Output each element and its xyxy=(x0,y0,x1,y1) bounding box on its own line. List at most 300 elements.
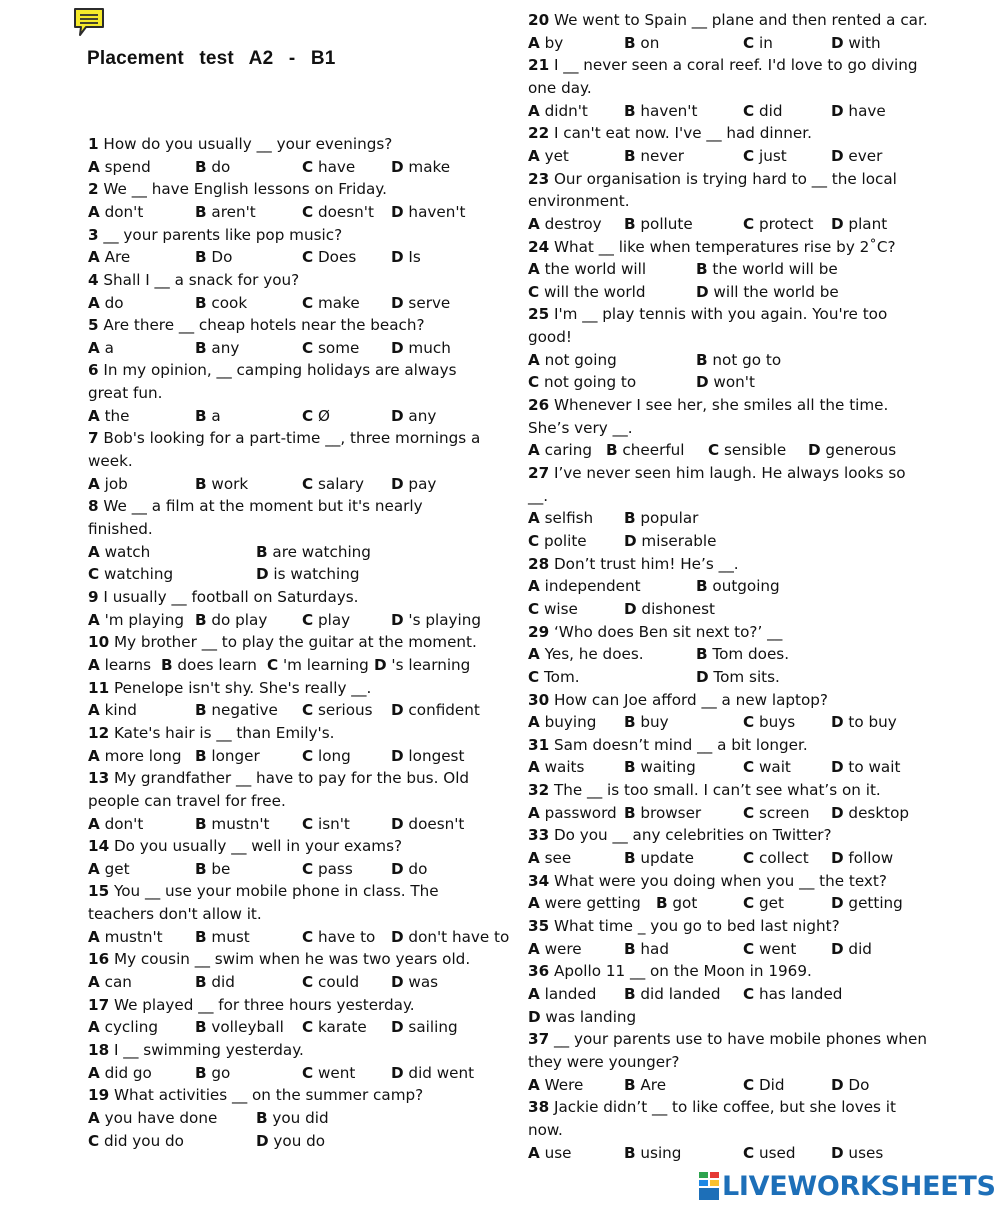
answer-option-a[interactable] xyxy=(528,258,646,281)
option-text: was xyxy=(403,973,439,992)
option-letter: C xyxy=(302,1063,314,1082)
answer-option-c[interactable] xyxy=(302,699,373,722)
question-text: My cousin __ swim when he was two years old. xyxy=(109,950,471,969)
answer-option-d[interactable] xyxy=(391,156,450,179)
answer-option-d[interactable] xyxy=(391,971,438,994)
answer-option-a[interactable] xyxy=(88,541,150,564)
option-text: long xyxy=(313,746,351,765)
question-36 xyxy=(528,960,928,983)
answer-option-a[interactable] xyxy=(88,609,184,632)
answer-options xyxy=(528,575,928,620)
option-text: by xyxy=(539,33,564,52)
option-text: Are xyxy=(99,248,131,267)
answer-option-b[interactable] xyxy=(624,847,694,870)
answer-option-a[interactable] xyxy=(528,938,582,961)
answer-option-b[interactable] xyxy=(161,654,257,677)
answer-option-c[interactable] xyxy=(302,156,355,179)
option-text: Did xyxy=(754,1075,785,1094)
answer-option-a[interactable] xyxy=(528,575,641,598)
answer-option-a[interactable] xyxy=(528,1142,571,1165)
answer-option-c[interactable] xyxy=(743,145,787,168)
answer-option-b[interactable] xyxy=(195,156,230,179)
answer-option-d[interactable] xyxy=(831,847,893,870)
answer-option-a[interactable] xyxy=(528,802,617,825)
question-text: Kate's hair is __ than Emily's. xyxy=(109,723,335,742)
answer-option-c[interactable] xyxy=(302,971,359,994)
answer-option-c[interactable] xyxy=(528,530,587,553)
option-text: pay xyxy=(403,474,437,493)
answer-option-b[interactable] xyxy=(195,201,256,224)
answer-option-a[interactable] xyxy=(88,405,130,428)
answer-option-a[interactable] xyxy=(528,507,593,530)
answer-option-b[interactable] xyxy=(195,858,230,881)
answer-option-d[interactable] xyxy=(831,1074,869,1097)
answer-option-d[interactable] xyxy=(391,292,450,315)
answer-option-b[interactable] xyxy=(256,541,371,564)
answer-option-d[interactable] xyxy=(256,563,360,586)
option-text: you do xyxy=(268,1131,326,1150)
question-22 xyxy=(528,122,928,145)
answer-option-b[interactable] xyxy=(195,292,247,315)
question-text: We __ a film at the moment but it's nearly finished. xyxy=(88,497,423,539)
answer-option-b[interactable] xyxy=(624,711,669,734)
option-text: Tom does. xyxy=(707,645,790,664)
answer-option-b[interactable] xyxy=(195,337,239,360)
option-letter: D xyxy=(391,474,404,493)
answer-option-b[interactable] xyxy=(624,507,698,530)
option-text: don't have to xyxy=(403,927,510,946)
answer-option-d[interactable] xyxy=(391,858,427,881)
question-number: 15 xyxy=(88,882,110,901)
option-letter: B xyxy=(195,814,207,833)
option-letter: A xyxy=(88,973,100,992)
option-letter: B xyxy=(624,984,636,1003)
answer-option-b[interactable] xyxy=(624,1142,681,1165)
answer-option-a[interactable] xyxy=(88,337,114,360)
answer-option-d[interactable] xyxy=(831,100,886,123)
question-21 xyxy=(528,54,928,99)
answer-option-a[interactable] xyxy=(88,699,137,722)
answer-options xyxy=(88,201,488,224)
answer-options xyxy=(528,756,928,779)
option-text: had xyxy=(635,939,669,958)
answer-option-a[interactable] xyxy=(88,971,132,994)
answer-option-b[interactable] xyxy=(624,756,696,779)
answer-option-b[interactable] xyxy=(256,1107,329,1130)
answer-option-c[interactable] xyxy=(743,892,784,915)
question-text: My brother __ to play the guitar at the moment. xyxy=(109,633,477,652)
answer-options xyxy=(88,246,488,269)
answer-option-b[interactable] xyxy=(624,1074,666,1097)
option-text: Is xyxy=(403,248,421,267)
answer-option-c[interactable] xyxy=(302,609,350,632)
answer-option-c[interactable] xyxy=(743,213,813,236)
answer-option-c[interactable] xyxy=(528,281,645,304)
option-letter: D xyxy=(391,746,404,765)
option-text: did landed xyxy=(635,984,721,1003)
question-number: 12 xyxy=(88,723,110,742)
answer-option-b[interactable] xyxy=(624,802,701,825)
option-text: Yes, he does. xyxy=(539,645,644,664)
option-text: 's learning xyxy=(386,655,471,674)
answer-options xyxy=(528,711,928,734)
option-letter: A xyxy=(528,713,540,732)
answer-option-c[interactable] xyxy=(743,756,791,779)
answer-option-b[interactable] xyxy=(624,213,693,236)
answer-option-c[interactable] xyxy=(302,1016,367,1039)
question-text: __ your parents use to have mobile phones when they were younger? xyxy=(528,1030,927,1071)
answer-option-a[interactable] xyxy=(88,156,151,179)
answer-option-d[interactable] xyxy=(374,654,470,677)
answer-option-a[interactable] xyxy=(88,292,124,315)
answer-option-d[interactable] xyxy=(391,246,421,269)
question-number: 4 xyxy=(88,270,99,289)
option-letter: C xyxy=(743,758,755,777)
option-letter: A xyxy=(88,542,100,561)
answer-option-c[interactable] xyxy=(302,926,375,949)
option-letter: C xyxy=(708,441,720,460)
question-text: How can Joe afford __ a new laptop? xyxy=(549,690,828,709)
answer-option-c[interactable] xyxy=(708,439,786,462)
answer-option-d[interactable] xyxy=(831,1142,883,1165)
answer-option-d[interactable] xyxy=(696,281,839,304)
question-number: 21 xyxy=(528,56,550,75)
answer-option-d[interactable] xyxy=(256,1130,325,1153)
answer-option-a[interactable] xyxy=(88,1062,152,1085)
answer-option-c[interactable] xyxy=(302,201,374,224)
question-31 xyxy=(528,734,928,757)
question-number: 10 xyxy=(88,633,110,652)
answer-option-c[interactable] xyxy=(528,666,580,689)
answer-option-d[interactable] xyxy=(831,938,872,961)
answer-option-c[interactable] xyxy=(743,802,809,825)
question-text: What activities __ on the summer camp? xyxy=(109,1086,424,1105)
answer-option-a[interactable] xyxy=(88,246,130,269)
question-text: The __ is too small. I can’t see what’s on it. xyxy=(549,781,881,800)
answer-option-c[interactable] xyxy=(743,847,809,870)
option-text: serious xyxy=(313,701,373,720)
option-letter: B xyxy=(624,1075,636,1094)
answer-option-a[interactable] xyxy=(528,847,571,870)
answer-option-a[interactable] xyxy=(88,745,182,768)
answer-option-c[interactable] xyxy=(302,473,364,496)
question-number: 26 xyxy=(528,396,550,415)
option-letter: C xyxy=(302,927,314,946)
option-text: won't xyxy=(708,373,755,392)
answer-option-b[interactable] xyxy=(195,813,269,836)
answer-option-b[interactable] xyxy=(195,1062,230,1085)
answer-options xyxy=(88,654,488,677)
option-text: mustn't xyxy=(99,927,163,946)
question-35 xyxy=(528,915,928,938)
answer-option-a[interactable] xyxy=(88,1016,158,1039)
answer-options xyxy=(88,1107,488,1152)
answer-option-a[interactable] xyxy=(528,32,563,55)
answer-option-c[interactable] xyxy=(528,371,636,394)
option-text: follow xyxy=(843,849,894,868)
question-text: Whenever I see her, she smiles all the time. She’s very __. xyxy=(528,396,889,437)
option-text: sensible xyxy=(719,441,787,460)
option-letter: B xyxy=(606,441,618,460)
answer-option-c[interactable] xyxy=(302,405,330,428)
answer-option-a[interactable] xyxy=(528,1074,583,1097)
option-letter: C xyxy=(528,531,540,550)
answer-options xyxy=(528,1142,928,1165)
answer-option-a[interactable] xyxy=(528,756,584,779)
answer-option-a[interactable] xyxy=(88,1107,217,1130)
answer-options xyxy=(528,847,928,870)
option-text: Ø xyxy=(313,406,330,425)
option-letter: A xyxy=(88,927,100,946)
answer-option-d[interactable] xyxy=(831,802,909,825)
answer-option-b[interactable] xyxy=(624,983,721,1006)
answer-option-a[interactable] xyxy=(528,145,569,168)
question-text: Bob's looking for a part-time __, three mornings a week. xyxy=(88,429,481,471)
option-letter: A xyxy=(528,509,540,528)
option-letter: B xyxy=(195,202,207,221)
answer-option-d[interactable] xyxy=(624,598,715,621)
answer-option-b[interactable] xyxy=(696,575,780,598)
question-28 xyxy=(528,553,928,576)
answer-option-b[interactable] xyxy=(624,145,684,168)
option-letter: C xyxy=(302,474,314,493)
question-number: 23 xyxy=(528,169,550,188)
question-number: 32 xyxy=(528,781,550,800)
answer-option-b[interactable] xyxy=(696,258,838,281)
option-letter: D xyxy=(256,565,269,584)
answer-option-a[interactable] xyxy=(88,813,143,836)
option-letter: D xyxy=(391,973,404,992)
option-text: not go to xyxy=(707,350,782,369)
answer-option-c[interactable] xyxy=(743,100,783,123)
answer-option-d[interactable] xyxy=(831,756,900,779)
option-text: collect xyxy=(754,849,809,868)
answer-option-b[interactable] xyxy=(195,473,248,496)
questions-column-right xyxy=(528,9,928,1164)
answer-option-b[interactable] xyxy=(624,938,669,961)
answer-option-b[interactable] xyxy=(195,699,278,722)
option-text: protect xyxy=(754,214,814,233)
answer-option-c[interactable] xyxy=(743,938,796,961)
answer-option-a[interactable] xyxy=(528,892,641,915)
question-12 xyxy=(88,722,488,745)
option-text: haven't xyxy=(403,202,466,221)
question-17 xyxy=(88,994,488,1017)
answer-options xyxy=(528,258,928,303)
option-text: miserable xyxy=(636,531,717,550)
option-letter: B xyxy=(624,509,636,528)
answer-option-b[interactable] xyxy=(195,971,235,994)
answer-option-a[interactable] xyxy=(88,473,128,496)
answer-option-c[interactable] xyxy=(743,1074,785,1097)
option-text: has landed xyxy=(754,984,843,1003)
question-number: 38 xyxy=(528,1098,550,1117)
option-text: screen xyxy=(754,803,810,822)
answer-option-d[interactable] xyxy=(831,892,903,915)
answer-option-d[interactable] xyxy=(696,371,755,394)
answer-option-a[interactable] xyxy=(88,201,143,224)
option-letter: B xyxy=(195,293,207,312)
option-letter: A xyxy=(88,248,100,267)
option-letter: A xyxy=(528,441,540,460)
answer-option-b[interactable] xyxy=(195,926,250,949)
option-letter: C xyxy=(743,713,755,732)
option-text: waits xyxy=(539,758,585,777)
answer-option-d[interactable] xyxy=(831,32,881,55)
option-text: have xyxy=(313,157,356,176)
option-letter: A xyxy=(88,1108,100,1127)
answer-option-a[interactable] xyxy=(528,349,617,372)
answer-option-c[interactable] xyxy=(302,858,353,881)
option-letter: A xyxy=(88,1063,100,1082)
answer-option-d[interactable] xyxy=(624,530,716,553)
option-text: never xyxy=(635,146,684,165)
answer-option-c[interactable] xyxy=(267,654,369,677)
answer-option-c[interactable] xyxy=(743,711,795,734)
answer-option-d[interactable] xyxy=(391,405,436,428)
answer-options xyxy=(528,213,928,236)
answer-option-d[interactable] xyxy=(696,666,780,689)
option-letter: C xyxy=(267,655,279,674)
answer-option-c[interactable] xyxy=(302,1062,355,1085)
answer-options xyxy=(528,802,928,825)
answer-option-b[interactable] xyxy=(195,1016,284,1039)
option-text: Were xyxy=(539,1075,584,1094)
answer-option-c[interactable] xyxy=(88,563,173,586)
answer-option-d[interactable] xyxy=(391,926,509,949)
answer-option-b[interactable] xyxy=(624,32,659,55)
option-text: pollute xyxy=(635,214,693,233)
option-letter: A xyxy=(88,655,100,674)
option-letter: B xyxy=(624,803,636,822)
question-number: 20 xyxy=(528,11,550,29)
answer-option-d[interactable] xyxy=(831,145,882,168)
question-30 xyxy=(528,689,928,712)
question-number: 37 xyxy=(528,1030,550,1049)
option-text: polite xyxy=(539,531,587,550)
note-icon[interactable] xyxy=(72,6,106,38)
answer-option-a[interactable] xyxy=(88,858,130,881)
option-letter: A xyxy=(88,701,100,720)
question-number: 13 xyxy=(88,769,110,788)
option-text: make xyxy=(313,293,360,312)
answer-options xyxy=(88,337,488,360)
question-number: 5 xyxy=(88,316,99,335)
answer-option-d[interactable] xyxy=(391,609,481,632)
answer-option-c[interactable] xyxy=(302,337,359,360)
answer-option-a[interactable] xyxy=(528,100,588,123)
answer-option-c[interactable] xyxy=(743,32,773,55)
option-letter: D xyxy=(808,441,821,460)
answer-option-a[interactable] xyxy=(528,983,596,1006)
answer-option-b[interactable] xyxy=(195,745,260,768)
option-letter: B xyxy=(624,101,636,120)
answer-option-a[interactable] xyxy=(88,654,151,677)
answer-option-d[interactable] xyxy=(831,213,887,236)
question-text: I’ve never seen him laugh. He always looks so __. xyxy=(528,464,906,505)
answer-options xyxy=(88,156,488,179)
question-number: 6 xyxy=(88,361,99,380)
answer-option-d[interactable] xyxy=(391,745,464,768)
option-letter: A xyxy=(528,146,540,165)
option-letter: B xyxy=(195,1063,207,1082)
answer-option-d[interactable] xyxy=(391,201,465,224)
option-letter: C xyxy=(302,202,314,221)
answer-option-d[interactable] xyxy=(808,439,896,462)
option-text: the xyxy=(99,406,130,425)
option-text: doesn't xyxy=(403,814,465,833)
option-letter: C xyxy=(528,599,540,618)
answer-option-d[interactable] xyxy=(391,699,480,722)
option-letter: B xyxy=(696,260,708,279)
answer-option-d[interactable] xyxy=(528,1006,636,1029)
answer-option-b[interactable] xyxy=(696,643,789,666)
option-text: are watching xyxy=(267,542,371,561)
option-text: haven't xyxy=(635,101,698,120)
answer-option-a[interactable] xyxy=(528,643,644,666)
answer-option-b[interactable] xyxy=(624,100,697,123)
answer-options xyxy=(528,349,928,394)
option-text: did xyxy=(843,939,872,958)
answer-option-d[interactable] xyxy=(391,813,464,836)
answer-option-b[interactable] xyxy=(195,609,267,632)
answer-option-c[interactable] xyxy=(302,246,356,269)
answer-option-c[interactable] xyxy=(88,1130,184,1153)
option-letter: B xyxy=(696,350,708,369)
question-number: 22 xyxy=(528,124,550,143)
question-7 xyxy=(88,427,488,472)
answer-option-d[interactable] xyxy=(831,711,897,734)
answer-option-c[interactable] xyxy=(743,1142,796,1165)
option-letter: D xyxy=(391,1063,404,1082)
answer-option-d[interactable] xyxy=(391,1062,474,1085)
option-text: popular xyxy=(635,509,699,528)
question-text: What time _ you go to bed last night? xyxy=(549,917,840,936)
liveworksheets-logo[interactable] xyxy=(698,1168,996,1204)
option-text: in xyxy=(754,33,773,52)
answer-option-c[interactable] xyxy=(302,813,350,836)
answer-option-d[interactable] xyxy=(391,337,451,360)
answer-option-b[interactable] xyxy=(606,439,685,462)
answer-option-b[interactable] xyxy=(696,349,781,372)
option-text: longest xyxy=(403,746,465,765)
answer-option-c[interactable] xyxy=(743,983,842,1006)
answer-option-a[interactable] xyxy=(528,711,596,734)
option-text: cycling xyxy=(99,1018,158,1037)
answer-option-b[interactable] xyxy=(195,246,232,269)
option-letter: D xyxy=(831,894,844,913)
answer-option-a[interactable] xyxy=(528,439,592,462)
answer-option-c[interactable] xyxy=(302,292,360,315)
answer-option-c[interactable] xyxy=(302,745,351,768)
question-number: 33 xyxy=(528,826,550,845)
question-5 xyxy=(88,314,488,337)
option-letter: A xyxy=(88,157,100,176)
answer-option-c[interactable] xyxy=(528,598,578,621)
option-letter: C xyxy=(302,248,314,267)
option-letter: D xyxy=(374,655,387,674)
answer-option-a[interactable] xyxy=(88,926,163,949)
option-letter: D xyxy=(528,1007,541,1026)
answer-options xyxy=(88,1016,488,1039)
answer-option-b[interactable] xyxy=(195,405,221,428)
option-letter: D xyxy=(391,157,404,176)
answer-option-b[interactable] xyxy=(656,892,697,915)
answer-option-a[interactable] xyxy=(528,213,602,236)
answer-option-d[interactable] xyxy=(391,473,436,496)
option-text: use xyxy=(539,1143,572,1162)
answer-option-d[interactable] xyxy=(391,1016,458,1039)
